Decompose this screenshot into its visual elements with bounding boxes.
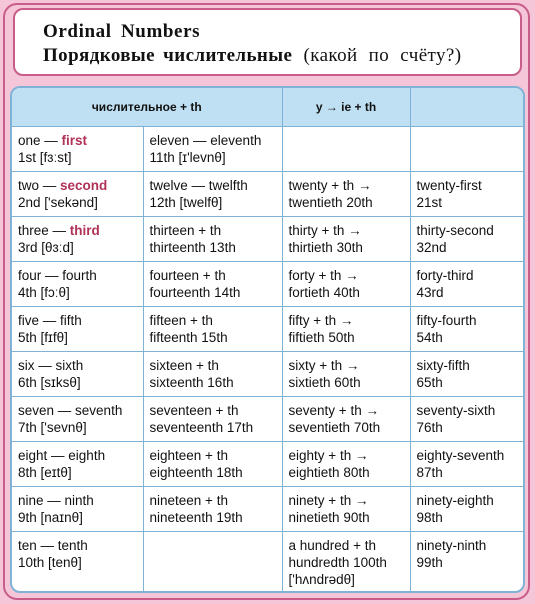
table-cell — [410, 442, 523, 487]
table-cell — [12, 532, 143, 594]
cell-line — [18, 194, 143, 211]
table-cell — [410, 262, 523, 307]
table-cell — [143, 487, 282, 532]
table-cell — [143, 397, 282, 442]
cell-text: nine — nin — [18, 493, 83, 508]
table-cell — [12, 172, 143, 217]
table-row — [12, 487, 523, 532]
cell-text: ten — ten — [18, 538, 77, 553]
table-cell — [143, 352, 282, 397]
cell-text: 13th — [205, 240, 236, 255]
cell-line — [289, 537, 410, 554]
table-cell — [282, 532, 410, 594]
cell-line — [417, 402, 524, 419]
cell-line — [417, 537, 524, 554]
cell-text: forty + — [288, 268, 331, 283]
table-cell — [12, 307, 143, 352]
cell-line — [289, 492, 410, 509]
cell-text: seventeen + — [149, 403, 228, 418]
cell-line — [417, 329, 524, 346]
cell-text: nineteen + — [149, 493, 217, 508]
cell-line — [150, 357, 282, 374]
title-box — [13, 8, 522, 76]
table-cell — [282, 217, 410, 262]
cell-text: thirteen — [149, 240, 195, 255]
cell-line — [417, 464, 524, 481]
cell-text: th — [82, 493, 94, 508]
cell-text: fift — [288, 330, 303, 345]
cell-text: th — [250, 133, 262, 148]
table-cell — [12, 217, 143, 262]
cell-text: ['hʌndrədθ] — [288, 572, 355, 587]
cell-line — [289, 554, 410, 571]
table-row — [12, 442, 523, 487]
cell-text: 65th — [416, 375, 443, 390]
cell-text: → — [351, 493, 369, 508]
cell-text: ieth — [308, 375, 331, 390]
cell-text: th — [333, 223, 345, 238]
cell-text: thirt — [288, 240, 312, 255]
cell-text: sixt — [288, 375, 309, 390]
cell-text: 8th [eɪtθ] — [18, 465, 72, 480]
page-subtitle — [43, 44, 520, 68]
cell-text: six — six — [18, 358, 72, 373]
table-cell — [143, 127, 282, 172]
cell-text: forty-third — [416, 268, 474, 283]
cell-text: eighteen + — [149, 448, 217, 463]
cell-line — [18, 374, 143, 391]
cell-text: sixteen + — [149, 358, 208, 373]
cell-text: fourteen — [149, 285, 200, 300]
cell-text: th — [364, 538, 376, 553]
table-row — [12, 217, 523, 262]
cell-text: fort — [288, 285, 309, 300]
cell-line — [417, 447, 524, 464]
cell-text: 9th [naɪnθ] — [18, 510, 83, 525]
cell-line — [417, 267, 524, 284]
cell-text: thirteen + — [149, 223, 210, 238]
cell-text: → — [336, 313, 354, 328]
table-cell — [410, 217, 523, 262]
cell-text: sixteen — [149, 375, 193, 390]
cell-line — [18, 239, 143, 256]
cell-text: a hundred + — [288, 538, 365, 553]
cell-line — [18, 509, 143, 526]
cell-line — [289, 239, 410, 256]
cell-text: sixty-fifth — [416, 358, 470, 373]
cell-line — [289, 402, 410, 419]
cell-text: ninety + — [288, 493, 340, 508]
table-row — [12, 127, 523, 172]
cell-line — [417, 239, 524, 256]
cell-text: th — [214, 268, 226, 283]
cell-text: th — [216, 493, 228, 508]
table-cell — [282, 307, 410, 352]
table-cell — [12, 127, 143, 172]
cell-line — [417, 284, 524, 301]
table-cell — [143, 172, 282, 217]
cell-text: ninet — [288, 510, 318, 525]
cell-text: fth — [232, 178, 248, 193]
cell-line — [18, 177, 143, 194]
cell-line — [289, 571, 410, 588]
cell-text: th — [330, 358, 343, 373]
cell-text: th — [194, 240, 206, 255]
table-row — [12, 262, 523, 307]
cell-text: th — [192, 375, 204, 390]
cell-text: → — [354, 178, 372, 193]
cell-line — [289, 284, 410, 301]
cell-text: th — [201, 510, 213, 525]
cell-text: 100th — [349, 555, 387, 570]
subtitle-question: (какой по счёту?) — [292, 45, 462, 66]
cell-text: fi — [18, 313, 25, 328]
cell-text: fifty + — [288, 313, 325, 328]
table-row — [12, 172, 523, 217]
cell-text: three — — [18, 223, 70, 238]
cell-line — [289, 464, 410, 481]
cell-text: → — [344, 223, 362, 238]
cell-line — [289, 329, 410, 346]
cell-text: fifteen — [149, 330, 187, 345]
table-cell — [410, 487, 523, 532]
cell-text: fth — [66, 313, 82, 328]
cell-text: ieth — [311, 240, 333, 255]
cell-line — [150, 329, 282, 346]
cell-text: 16th — [203, 375, 234, 390]
table-cell — [410, 352, 523, 397]
cell-line — [150, 194, 282, 211]
table-cell — [410, 532, 523, 594]
cell-text: fifty-fourth — [416, 313, 477, 328]
table-cell — [143, 532, 282, 594]
table-cell — [12, 397, 143, 442]
table-row — [12, 397, 523, 442]
cell-line — [150, 464, 282, 481]
cell-text: th — [209, 223, 222, 238]
cell-line — [18, 267, 143, 284]
table-cell — [282, 352, 410, 397]
cell-line — [18, 357, 143, 374]
cell-line — [417, 374, 524, 391]
cell-text: 70th — [350, 420, 381, 435]
cell-text: twel — [149, 178, 174, 193]
cell-text: ieth — [308, 285, 330, 300]
cell-text: ieth — [302, 330, 325, 345]
cell-text: 15th — [197, 330, 228, 345]
cell-text: th — [199, 285, 211, 300]
cell-text: hundred — [288, 555, 339, 570]
cell-text: 4th [fɔːθ] — [18, 285, 70, 300]
header-th-rule: числительное + th — [12, 88, 282, 127]
cell-line — [18, 402, 143, 419]
cell-line — [18, 537, 143, 554]
cell-text: ieth — [317, 510, 340, 525]
cell-line — [150, 177, 282, 194]
cell-text: th — [339, 493, 352, 508]
cell-text: th — [330, 268, 342, 283]
cell-line — [289, 374, 410, 391]
cell-text: 10th [tenθ] — [18, 555, 82, 570]
cell-text: 50th — [324, 330, 355, 345]
cell-line — [18, 419, 143, 436]
table-cell — [410, 397, 523, 442]
cell-text: th — [85, 268, 97, 283]
table-cell — [282, 397, 410, 442]
cell-text: fourteen + — [149, 268, 215, 283]
cell-text: 11th [ɪ'levnθ] — [149, 150, 226, 165]
cell-text: 99th — [416, 555, 443, 570]
cell-text: 1st [fɜːst] — [18, 150, 72, 165]
cell-line — [150, 222, 282, 239]
cell-text: 14th — [210, 285, 241, 300]
cell-line — [417, 509, 524, 526]
cell-line — [417, 419, 524, 436]
cell-line — [289, 419, 410, 436]
cell-text: 12th [twelfθ] — [149, 195, 223, 210]
cell-text: eighteen — [149, 465, 202, 480]
cell-line — [18, 554, 143, 571]
cell-text: eight — eigh — [18, 448, 94, 463]
cell-text: 98th — [416, 510, 443, 525]
cell-text: ninety-ninth — [416, 538, 487, 553]
cell-line — [150, 492, 282, 509]
cell-text: ieth — [320, 195, 343, 210]
cell-text: 19th — [212, 510, 243, 525]
cell-line — [417, 554, 524, 571]
table-cell — [143, 217, 282, 262]
cell-text: — fi — [39, 313, 67, 328]
cell-text: seven — seven — [18, 403, 112, 418]
table-cell — [282, 127, 410, 172]
cell-text: 40th — [329, 285, 360, 300]
cell-text: thirty-second — [416, 223, 494, 238]
cell-text: four — four — [18, 268, 86, 283]
table-cell — [282, 172, 410, 217]
subtitle-bold: Порядковые числительные — [43, 45, 293, 66]
cell-line — [289, 509, 410, 526]
cell-line — [18, 222, 143, 239]
cell-text: 54th — [416, 330, 443, 345]
cell-text: ieth — [328, 420, 351, 435]
cell-line — [18, 149, 143, 166]
cell-text: thirty + — [288, 223, 334, 238]
cell-text: 90th — [339, 510, 370, 525]
cell-line — [417, 312, 524, 329]
cell-text: th — [216, 448, 228, 463]
cell-line — [289, 194, 410, 211]
cell-text: first — [61, 133, 88, 148]
cell-text: th — [211, 420, 224, 435]
cell-text: ve — [24, 313, 40, 328]
cell-text: 80th — [339, 465, 370, 480]
table-body — [12, 127, 523, 594]
table-cell — [410, 307, 523, 352]
cell-text: third — [69, 223, 100, 238]
table-cell — [143, 307, 282, 352]
cell-line — [289, 222, 410, 239]
cell-line — [417, 194, 524, 211]
cell-text: 43rd — [416, 285, 444, 300]
table-cell — [282, 262, 410, 307]
cell-line — [289, 177, 410, 194]
cell-text: 30th — [332, 240, 363, 255]
table-cell — [410, 172, 523, 217]
cell-text: second — [60, 178, 108, 193]
header-empty — [410, 88, 523, 127]
table-cell — [12, 352, 143, 397]
cell-text: 5th [fɪfθ] — [18, 330, 68, 345]
cell-text: th — [201, 313, 213, 328]
cell-line — [289, 357, 410, 374]
cell-line — [18, 312, 143, 329]
table-cell — [410, 127, 523, 172]
cell-line — [417, 492, 524, 509]
cell-text: twenty + — [288, 178, 343, 193]
cell-text: th — [93, 448, 106, 463]
cell-text: → — [361, 403, 379, 418]
cell-text: two — — [18, 178, 61, 193]
table-cell — [282, 487, 410, 532]
cell-text: → — [351, 448, 369, 463]
cell-text: ninety-eighth — [416, 493, 494, 508]
cell-line — [150, 267, 282, 284]
cell-text: th — [339, 448, 352, 463]
cell-text: th — [207, 358, 219, 373]
cell-text: fifteen + — [149, 313, 202, 328]
cell-text: → — [342, 358, 360, 373]
cell-text: th — [186, 330, 198, 345]
cell-text: ieth — [317, 465, 340, 480]
cell-line — [417, 222, 524, 239]
cell-text: one — — [18, 133, 62, 148]
cell-line — [150, 419, 282, 436]
table-cell — [12, 442, 143, 487]
cell-line — [150, 509, 282, 526]
cell-line — [417, 357, 524, 374]
ordinal-table — [12, 88, 523, 593]
cell-text: seventy-sixth — [416, 403, 496, 418]
cell-text: th — [111, 403, 123, 418]
cell-line — [18, 284, 143, 301]
table-header-row — [12, 88, 523, 127]
cell-line — [150, 239, 282, 256]
cell-text: eighty + — [288, 448, 340, 463]
cell-text: eight — [288, 465, 318, 480]
table-cell — [143, 262, 282, 307]
table-row — [12, 532, 523, 594]
header-y-rule: y → ie + th — [282, 88, 410, 127]
cell-text: nineteen — [149, 510, 202, 525]
cell-line — [18, 329, 143, 346]
cell-text: 17th — [223, 420, 254, 435]
table-row — [12, 352, 523, 397]
cell-text: seventeen — [149, 420, 212, 435]
cell-line — [289, 312, 410, 329]
cell-line — [289, 447, 410, 464]
page-title: Ordinal Numbers — [43, 21, 201, 42]
cell-line — [289, 267, 410, 284]
ordinal-table-box — [10, 86, 525, 593]
cell-line — [150, 149, 282, 166]
cell-text: 2nd ['sekənd] — [18, 195, 98, 210]
cell-text: 3rd [θɜːd] — [18, 240, 74, 255]
cell-text: th — [342, 178, 355, 193]
table-cell — [143, 442, 282, 487]
cell-text: th — [350, 403, 362, 418]
cell-text: 21st — [416, 195, 443, 210]
cell-line — [417, 177, 524, 194]
cell-line — [150, 402, 282, 419]
cell-text: — twel — [187, 178, 233, 193]
cell-line — [18, 464, 143, 481]
cell-line — [18, 132, 143, 149]
cell-text: 76th — [416, 420, 443, 435]
cell-text: 20th — [342, 195, 373, 210]
table-cell — [12, 262, 143, 307]
cell-text: seventy + — [288, 403, 351, 418]
cell-line — [18, 492, 143, 509]
cell-line — [150, 284, 282, 301]
cell-text: th — [324, 313, 337, 328]
cell-text: eleven — eleven — [149, 133, 251, 148]
cell-line — [18, 447, 143, 464]
cell-text: eighty-seventh — [416, 448, 505, 463]
cell-text: th — [76, 538, 88, 553]
cell-text: th — [227, 403, 239, 418]
cell-text: 87th — [416, 465, 443, 480]
cell-text: → — [341, 268, 359, 283]
cell-text: twenty-first — [416, 178, 482, 193]
table-row — [12, 307, 523, 352]
table-cell — [282, 442, 410, 487]
cell-line — [150, 447, 282, 464]
cell-text: 7th ['sevnθ] — [18, 420, 87, 435]
cell-text: twent — [288, 195, 321, 210]
cell-text: th — [201, 465, 213, 480]
cell-line — [150, 312, 282, 329]
cell-text: 6th [sɪksθ] — [18, 375, 81, 390]
table-cell — [12, 487, 143, 532]
cell-text: sixty + — [288, 358, 331, 373]
cell-line — [150, 374, 282, 391]
cell-text: 60th — [330, 375, 361, 390]
cell-text: 18th — [212, 465, 243, 480]
cell-text: ve — [173, 178, 188, 193]
cell-text: th — [338, 555, 350, 570]
cell-text: sevent — [288, 420, 329, 435]
cell-line — [150, 132, 282, 149]
cell-text: th — [72, 358, 84, 373]
cell-text: 32nd — [416, 240, 447, 255]
